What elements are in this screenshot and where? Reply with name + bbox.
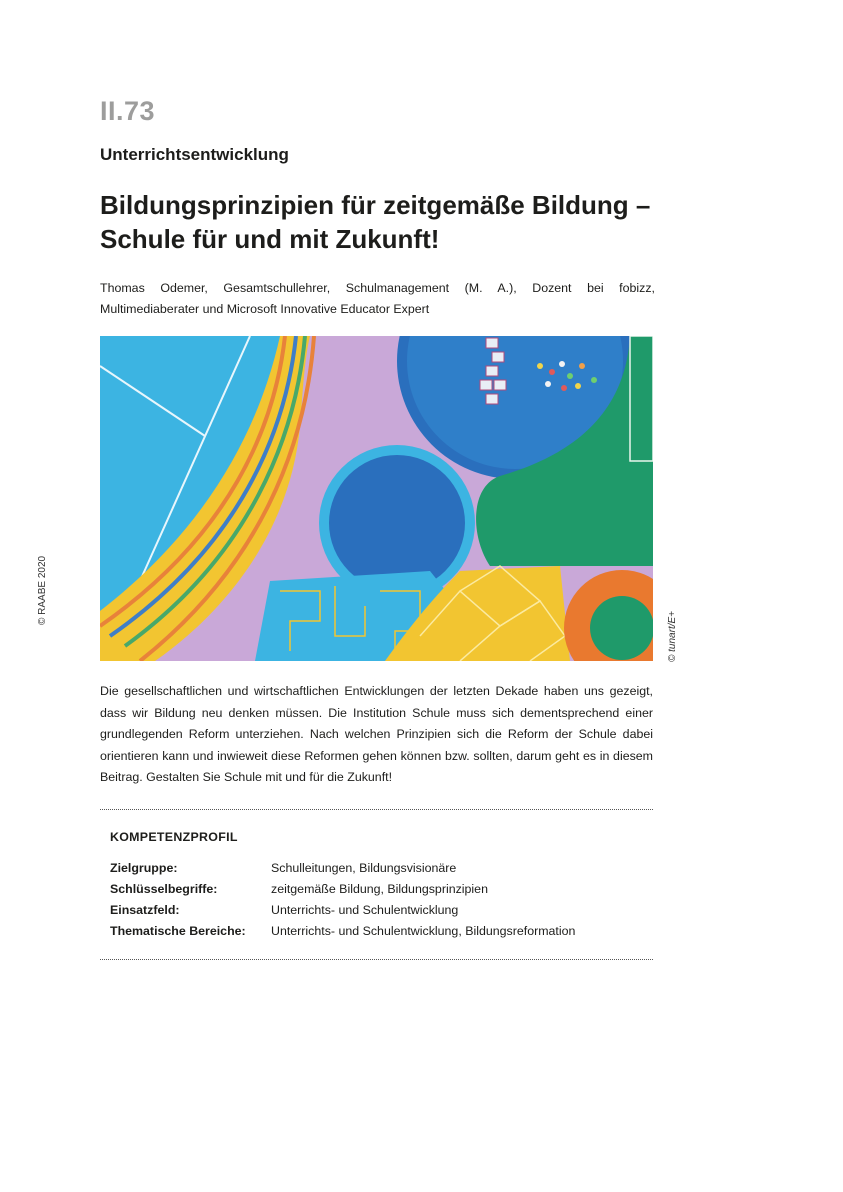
image-credit: © tunart/E+ <box>667 610 678 662</box>
author-info: Thomas Odemer, Gesamtschullehrer, Schulmanagement (M. A.), Dozent bei fobizz, Multimediaberater und Microsoft Innovative Educator Expert <box>100 281 655 316</box>
profile-row-field <box>110 899 650 920</box>
profile-value: Unterrichts- und Schulentwicklung <box>271 902 459 917</box>
profile-row-keywords <box>110 878 650 899</box>
profile-value: Unterrichts- und Schulentwicklung, Bildungsreformation <box>271 923 576 938</box>
profile-label: Zielgruppe: <box>110 860 178 875</box>
copyright-note: © RAABE 2020 <box>37 555 48 625</box>
profile-label: Schlüsselbegriffe: <box>110 881 218 896</box>
profile-row-target-group <box>110 857 650 878</box>
profile-value: zeitgemäße Bildung, Bildungsprinzipien <box>271 881 488 896</box>
profile-heading: KOMPETENZPROFIL <box>110 830 238 844</box>
aerial-playground-image <box>100 336 653 661</box>
profile-label: Einsatzfeld: <box>110 902 180 917</box>
title-line-2: Schule für und mit Zukunft! <box>100 224 440 254</box>
chapter-number: II.73 <box>100 96 156 126</box>
section-heading: Unterrichtsentwicklung <box>100 145 289 164</box>
intro-paragraph: Die gesellschaftlichen und wirtschaftlichen Entwicklungen der letzten Dekade haben uns gezeigt, dass wir Bildung neu denken müssen. Die Institution Schule muss sich dementsprechend einer grundlegenden Reform unterziehen. Nach welchen Prinzipien sich die Reform der Schule dabei orientieren kann und inwieweit diese Reformen gehen können bzw. sollten, darum geht es in diesem Beitrag. Gestalten Sie Schule mit und für die Zukunft! <box>100 684 653 784</box>
profile-value: Schulleitungen, Bildungsvisionäre <box>271 860 457 875</box>
dotted-divider <box>100 959 653 960</box>
dotted-divider <box>100 809 653 810</box>
competence-profile <box>110 857 650 941</box>
title-line-1: Bildungsprinzipien für zeitgemäße Bildung – <box>100 190 651 220</box>
profile-label: Thematische Bereiche: <box>110 923 246 938</box>
profile-row-topics <box>110 920 650 941</box>
page-title <box>100 188 660 256</box>
